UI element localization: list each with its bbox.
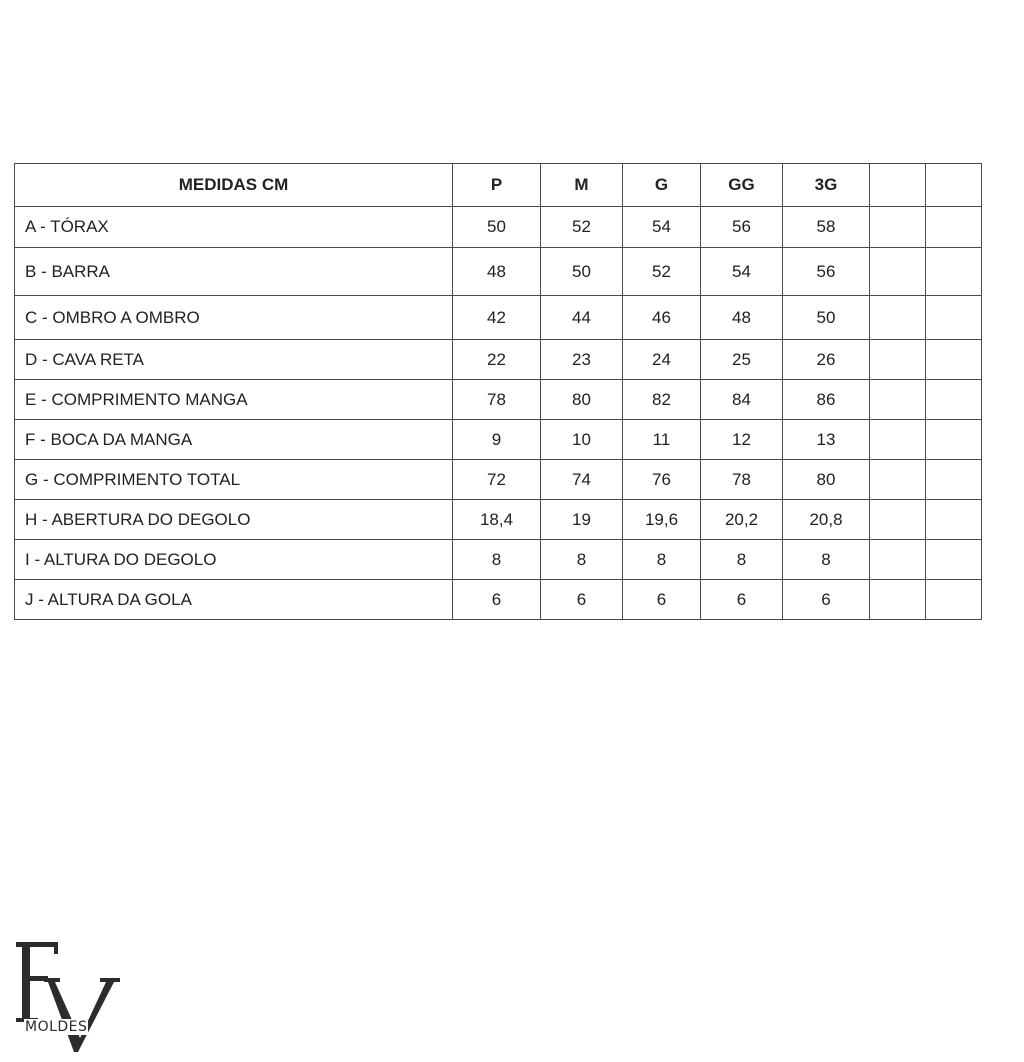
header-size-3g: 3G [783, 164, 870, 207]
size-value-cell: 8 [541, 540, 623, 580]
size-value-cell: 86 [783, 380, 870, 420]
size-value-cell: 25 [701, 340, 783, 380]
table-row [15, 580, 982, 620]
size-value-cell [926, 340, 982, 380]
header-size-p: P [453, 164, 541, 207]
size-value-cell: 56 [783, 248, 870, 296]
table-row [15, 207, 982, 248]
size-value-cell: 72 [453, 460, 541, 500]
size-value-cell [926, 580, 982, 620]
size-value-cell: 58 [783, 207, 870, 248]
row-label: I - ALTURA DO DEGOLO [15, 540, 453, 580]
table-row [15, 296, 982, 340]
size-value-cell [926, 296, 982, 340]
size-value-cell [926, 248, 982, 296]
size-value-cell: 80 [541, 380, 623, 420]
table-row [15, 540, 982, 580]
size-value-cell [926, 460, 982, 500]
size-value-cell [926, 207, 982, 248]
size-value-cell [870, 580, 926, 620]
row-label: J - ALTURA DA GOLA [15, 580, 453, 620]
size-value-cell: 11 [623, 420, 701, 460]
row-label: F - BOCA DA MANGA [15, 420, 453, 460]
size-value-cell: 10 [541, 420, 623, 460]
size-value-cell [926, 420, 982, 460]
size-value-cell: 9 [453, 420, 541, 460]
size-value-cell: 50 [453, 207, 541, 248]
size-value-cell: 8 [623, 540, 701, 580]
measurement-table-container [14, 163, 982, 620]
row-label: A - TÓRAX [15, 207, 453, 248]
measurement-table [14, 163, 982, 620]
size-value-cell: 8 [701, 540, 783, 580]
table-row [15, 340, 982, 380]
size-value-cell: 80 [783, 460, 870, 500]
size-value-cell [870, 340, 926, 380]
header-medidas: MEDIDAS CM [15, 164, 453, 207]
row-label: D - CAVA RETA [15, 340, 453, 380]
size-value-cell: 18,4 [453, 500, 541, 540]
fv-moldes-logo [14, 940, 124, 1055]
header-empty [870, 164, 926, 207]
size-value-cell [870, 248, 926, 296]
size-value-cell: 6 [453, 580, 541, 620]
table-header-row [15, 164, 982, 207]
size-value-cell: 8 [453, 540, 541, 580]
size-value-cell: 23 [541, 340, 623, 380]
size-value-cell: 12 [701, 420, 783, 460]
size-value-cell: 8 [783, 540, 870, 580]
size-value-cell [926, 500, 982, 540]
size-value-cell: 84 [701, 380, 783, 420]
size-value-cell: 24 [623, 340, 701, 380]
size-value-cell: 76 [623, 460, 701, 500]
size-value-cell [926, 540, 982, 580]
table-row [15, 500, 982, 540]
row-label: B - BARRA [15, 248, 453, 296]
size-value-cell [870, 207, 926, 248]
table-row [15, 460, 982, 500]
size-value-cell: 20,8 [783, 500, 870, 540]
size-value-cell: 78 [701, 460, 783, 500]
size-value-cell: 50 [783, 296, 870, 340]
size-value-cell: 19,6 [623, 500, 701, 540]
size-value-cell: 48 [453, 248, 541, 296]
size-value-cell: 26 [783, 340, 870, 380]
size-value-cell [870, 296, 926, 340]
size-value-cell: 54 [701, 248, 783, 296]
row-label: H - ABERTURA DO DEGOLO [15, 500, 453, 540]
size-value-cell: 44 [541, 296, 623, 340]
size-value-cell: 42 [453, 296, 541, 340]
header-empty [926, 164, 982, 207]
table-row [15, 248, 982, 296]
fv-monogram-icon [14, 940, 124, 1055]
size-value-cell [870, 420, 926, 460]
table-body [15, 207, 982, 620]
size-value-cell: 52 [541, 207, 623, 248]
size-value-cell [926, 380, 982, 420]
size-value-cell: 74 [541, 460, 623, 500]
size-value-cell: 20,2 [701, 500, 783, 540]
row-label: E - COMPRIMENTO MANGA [15, 380, 453, 420]
size-value-cell: 46 [623, 296, 701, 340]
header-size-g: G [623, 164, 701, 207]
size-value-cell: 19 [541, 500, 623, 540]
size-value-cell: 82 [623, 380, 701, 420]
size-value-cell: 13 [783, 420, 870, 460]
header-size-m: M [541, 164, 623, 207]
size-value-cell [870, 380, 926, 420]
size-value-cell: 6 [541, 580, 623, 620]
header-size-gg: GG [701, 164, 783, 207]
size-value-cell: 78 [453, 380, 541, 420]
size-value-cell: 6 [783, 580, 870, 620]
row-label: G - COMPRIMENTO TOTAL [15, 460, 453, 500]
size-value-cell: 54 [623, 207, 701, 248]
table-row [15, 420, 982, 460]
size-value-cell: 22 [453, 340, 541, 380]
table-row [15, 380, 982, 420]
logo-text: MOLDES [25, 1019, 88, 1035]
size-value-cell: 52 [623, 248, 701, 296]
row-label: C - OMBRO A OMBRO [15, 296, 453, 340]
size-value-cell: 48 [701, 296, 783, 340]
size-value-cell: 6 [623, 580, 701, 620]
size-value-cell: 6 [701, 580, 783, 620]
size-value-cell: 50 [541, 248, 623, 296]
size-value-cell [870, 540, 926, 580]
size-value-cell: 56 [701, 207, 783, 248]
size-value-cell [870, 500, 926, 540]
size-value-cell [870, 460, 926, 500]
